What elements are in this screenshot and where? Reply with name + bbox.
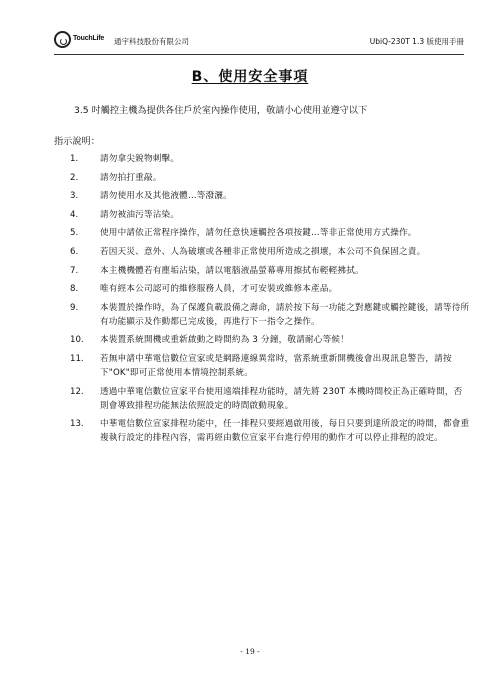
item-number: 7. — [70, 265, 79, 276]
list-item — [70, 417, 470, 445]
manual-title: UbiQ-230T 1.3 版使用手冊 — [369, 37, 464, 46]
item-text: 請勿拍打重敲。 — [100, 172, 162, 183]
list-item — [70, 333, 470, 347]
page-header — [54, 30, 464, 55]
item-text: 請勿使用水及其他液體…等潑灑。 — [100, 191, 232, 202]
item-text: 本裝置於操作時，為了保護負載設備之壽命，請於按下每一功能之對應鍵或觸控鍵後，請等待所有功能顯示及作動都已完成後，再進行下一指令之操作。 — [100, 302, 470, 327]
intro-text: 3.5 吋觸控主機為提供各住戶於室內操作使用，敬請小心使用並遵守以下 — [74, 105, 368, 116]
item-number: 4. — [70, 209, 79, 220]
item-text: 若因天災、意外、人為破壞或各種非正常使用所造成之損壞，本公司不負保固之責。 — [100, 246, 426, 257]
list-item — [70, 152, 470, 166]
item-number: 9. — [70, 302, 79, 313]
instructions-label: 指示說明： — [54, 136, 100, 147]
item-number: 10. — [70, 335, 84, 346]
item-text: 透過中華電信數位宣家平台使用遠端排程功能時，請先將 230T 本機時間校正為正確時間，否則會導致排程功能無法依照設定的時間啟動現象。 — [100, 386, 463, 411]
page-number: - 19 - — [240, 647, 260, 656]
item-number: 8. — [70, 284, 79, 295]
item-number: 5. — [70, 228, 79, 239]
item-number: 6. — [70, 246, 79, 257]
item-text: 使用中請依正常程序操作，請勿任意快速觸控各項按鍵…等非正常使用方式操作。 — [100, 228, 417, 239]
list-item — [70, 385, 470, 413]
list-item — [70, 264, 470, 278]
item-text: 請勿拿尖銳物刺擊。 — [100, 154, 180, 164]
item-number: 13. — [70, 419, 84, 430]
item-text: 本主機機體若有塵垢沾染，請以電腦液晶螢幕專用擦拭布輕輕拂拭。 — [100, 265, 364, 276]
item-text: 中華電信數位宣家排程功能中，任一排程只要經過啟用後，每日只要到達所設定的時間，都會重複執行設定的排程內容，需再經由數位宣家平台進行停用的動作才可以停止排程的設定。 — [100, 419, 470, 444]
item-number: 12. — [70, 386, 84, 397]
list-item — [70, 245, 470, 259]
logo-ring-icon — [54, 31, 71, 48]
logo-text: TouchLife — [73, 35, 105, 42]
list-item — [70, 208, 470, 222]
list-item — [70, 282, 470, 296]
list-item — [70, 226, 470, 240]
list-item — [70, 352, 470, 380]
item-number: 2. — [70, 172, 79, 183]
item-text: 若無申請中華電信數位宣家或是網路連線異常時，當系統重新開機後會出現訊息警告，請按下"OK"即可正常使用本情境控制系統。 — [100, 353, 452, 378]
company-name: 通宇科技股份有限公司 — [114, 37, 189, 46]
list-item — [70, 189, 470, 203]
item-text: 請勿被油污等沾染。 — [100, 209, 180, 220]
list-item — [70, 171, 470, 185]
item-number: 11. — [70, 353, 84, 364]
item-text: 唯有經本公司認可的維修服務人員，才可安裝或維修本產品。 — [100, 284, 338, 295]
section-title — [0, 66, 500, 86]
list-item — [70, 301, 470, 329]
item-number: 1. — [70, 154, 79, 164]
item-text: 本裝置系統開機或重新啟動之時間約為 3 分鐘，敬請耐心等候！ — [100, 335, 349, 346]
safety-list — [70, 152, 470, 450]
section-title-text: B、使用安全事項 — [191, 69, 309, 85]
item-number: 3. — [70, 191, 79, 202]
